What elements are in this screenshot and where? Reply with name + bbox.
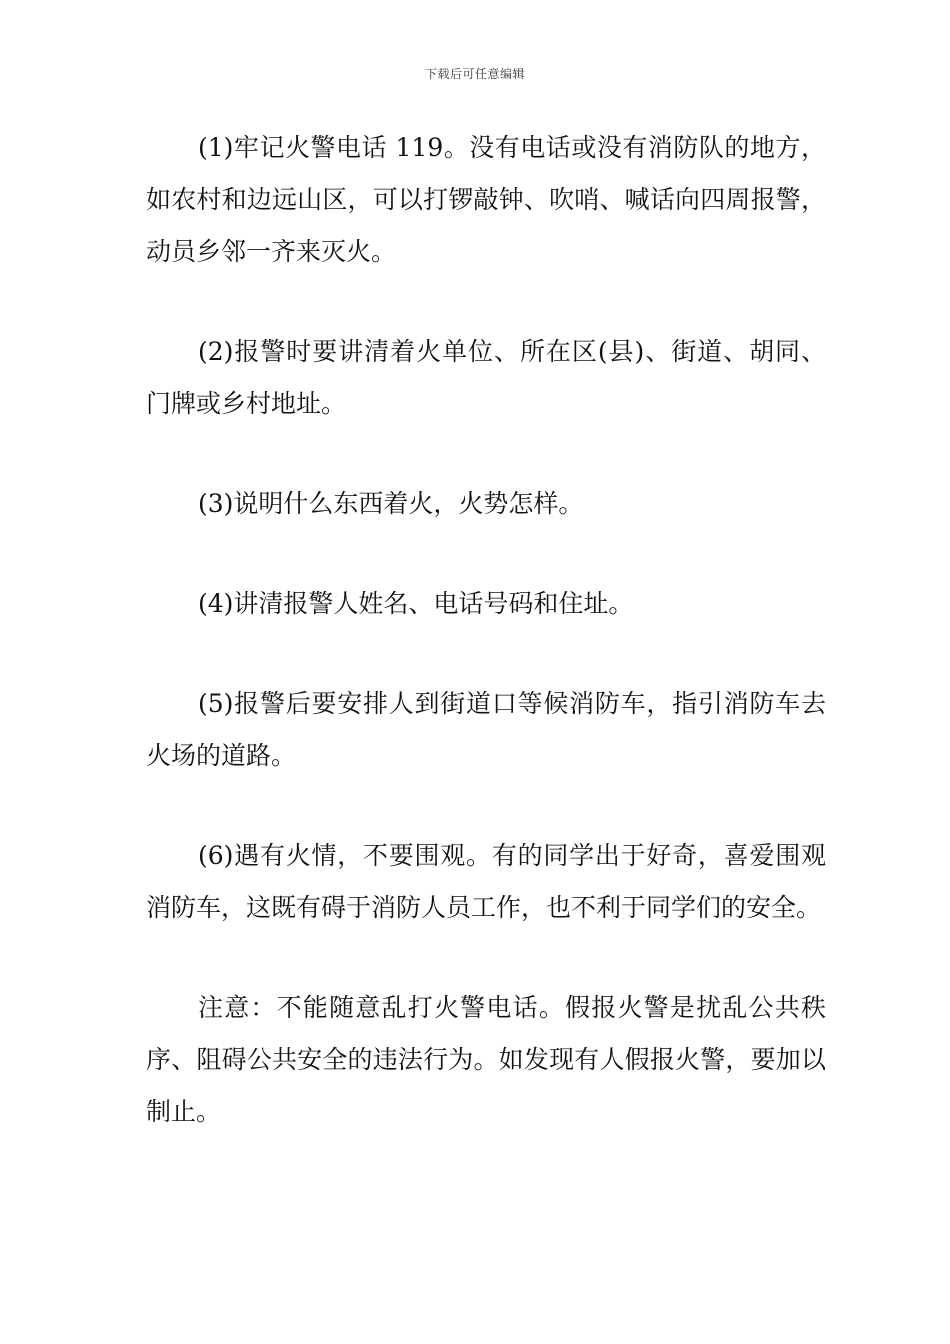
paragraph-5: (5)报警后要安排人到街道口等候消防车，指引消防车去火场的道路。 — [146, 689, 826, 770]
page-header: 下载后可任意编辑 — [424, 67, 525, 81]
paragraph-3: (3)说明什么东西着火，火势怎样。 — [198, 489, 584, 518]
paragraph-note: 注意：不能随意乱打火警电话。假报火警是扰乱公共秩序、阻碍公共安全的违法行为。如发现有人假报火警，要加以制止。 — [146, 993, 826, 1126]
paragraph-1: (1)牢记火警电话 119。没有电话或没有消防队的地方，如农村和边远山区，可以打锣敲钟、吹哨、喊话向四周报警，动员乡邻一齐来灭火。 — [146, 133, 826, 266]
paragraph-6: (6)遇有火情，不要围观。有的同学出于好奇，喜爱围观消防车，这既有碍于消防人员工作，也不利于同学们的安全。 — [146, 841, 826, 922]
document-body — [146, 122, 826, 1186]
paragraph-4: (4)讲清报警人姓名、电话号码和住址。 — [198, 589, 634, 618]
paragraph-2: (2)报警时要讲清着火单位、所在区(县)、街道、胡同、门牌或乡村地址。 — [146, 337, 826, 418]
